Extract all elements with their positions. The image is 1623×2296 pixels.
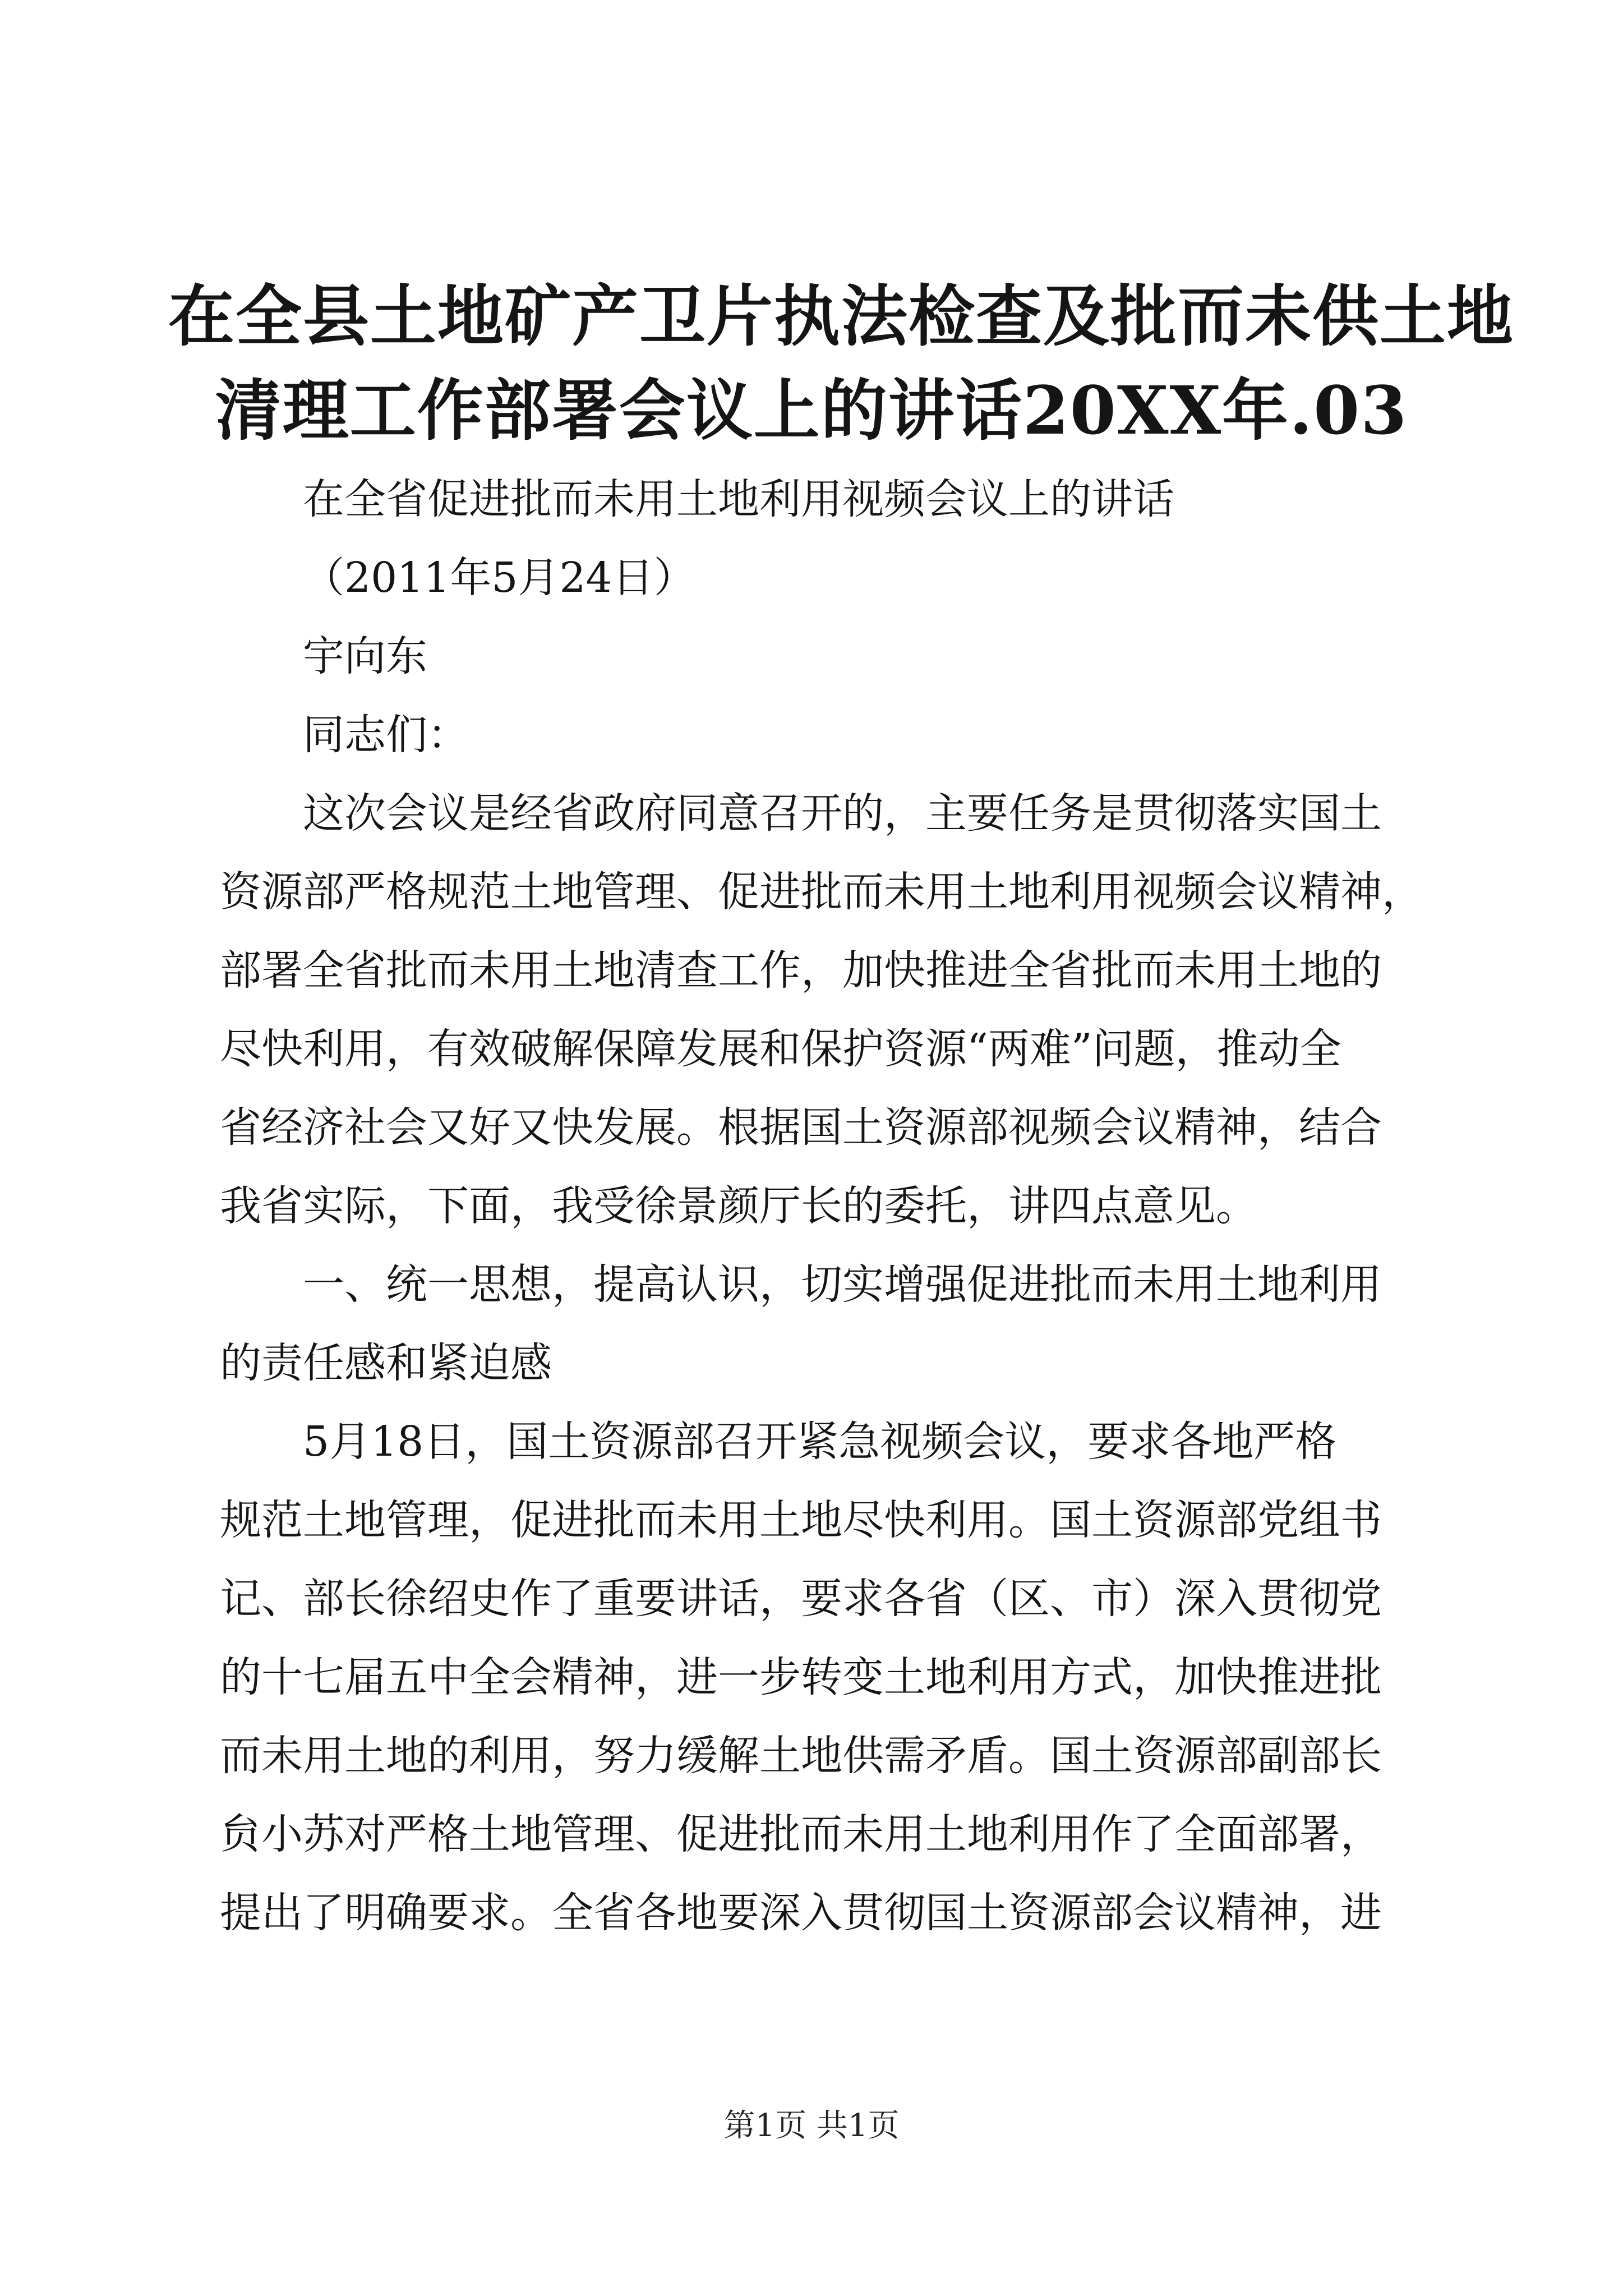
paragraph-2-line: 的十七届五中全会精神，进一步转变土地利用方式，加快推进批: [220, 1653, 1382, 1701]
paragraph-1-line: 省经济社会又好又快发展。根据国土资源部视频会议精神，结合: [220, 1103, 1382, 1152]
paragraph-1-line: 这次会议是经省政府同意召开的，主要任务是贯彻落实国土: [303, 789, 1382, 838]
document-title: [168, 269, 1515, 458]
page-footer: 第1页 共1页: [723, 2108, 900, 2144]
paragraph-1-line: 我省实际，下面，我受徐景颜厅长的委托，讲四点意见。: [220, 1182, 1257, 1230]
paragraph-1-line: 尽快利用，有效破解保障发展和保护资源“两难”问题，推动全: [220, 1025, 1341, 1073]
subtitle: 在全省促进批而未用土地利用视频会议上的讲话: [303, 475, 1174, 523]
paragraph-2-line: 提出了明确要求。全省各地要深入贯彻国土资源部会议精神，进: [220, 1889, 1382, 1937]
document-body: [220, 460, 1423, 1952]
paragraph-2-line: 记、部长徐绍史作了重要讲话，要求各省（区、市）深入贯彻党: [220, 1575, 1382, 1623]
title-line-2: 清理工作部署会议上的讲话20XX年.03: [215, 371, 1408, 449]
paragraph-1-line: 部署全省批而未用土地清查工作，加快推进全省批而未用土地的: [220, 946, 1382, 995]
section-heading-line: 一、统一思想，提高认识，切实增强促进批而未用土地利用: [303, 1260, 1382, 1309]
paragraph-1-line: 资源部严格规范土地管理、促进批而未用土地利用视频会议精神，: [220, 868, 1423, 916]
title-line-1: 在全县土地矿产卫片执法检查及批而未供土地: [168, 277, 1515, 355]
speech-date: （2011年5月24日）: [303, 554, 695, 602]
paragraph-2-line: 而未用土地的利用，努力缓解土地供需矛盾。国土资源部副部长: [220, 1732, 1382, 1780]
section-heading-line: 的责任感和紧迫感: [220, 1339, 552, 1387]
paragraph-2-line: 5月18日，国土资源部召开紧急视频会议，要求各地严格: [303, 1418, 1337, 1466]
paragraph-2-line: 贠小苏对严格土地管理、促进批而未用土地利用作了全面部署，: [220, 1810, 1382, 1858]
paragraph-2-line: 规范土地管理，促进批而未用土地尽快利用。国土资源部党组书: [220, 1496, 1382, 1544]
author: 宇向东: [303, 632, 427, 680]
salutation: 同志们：: [303, 711, 469, 759]
